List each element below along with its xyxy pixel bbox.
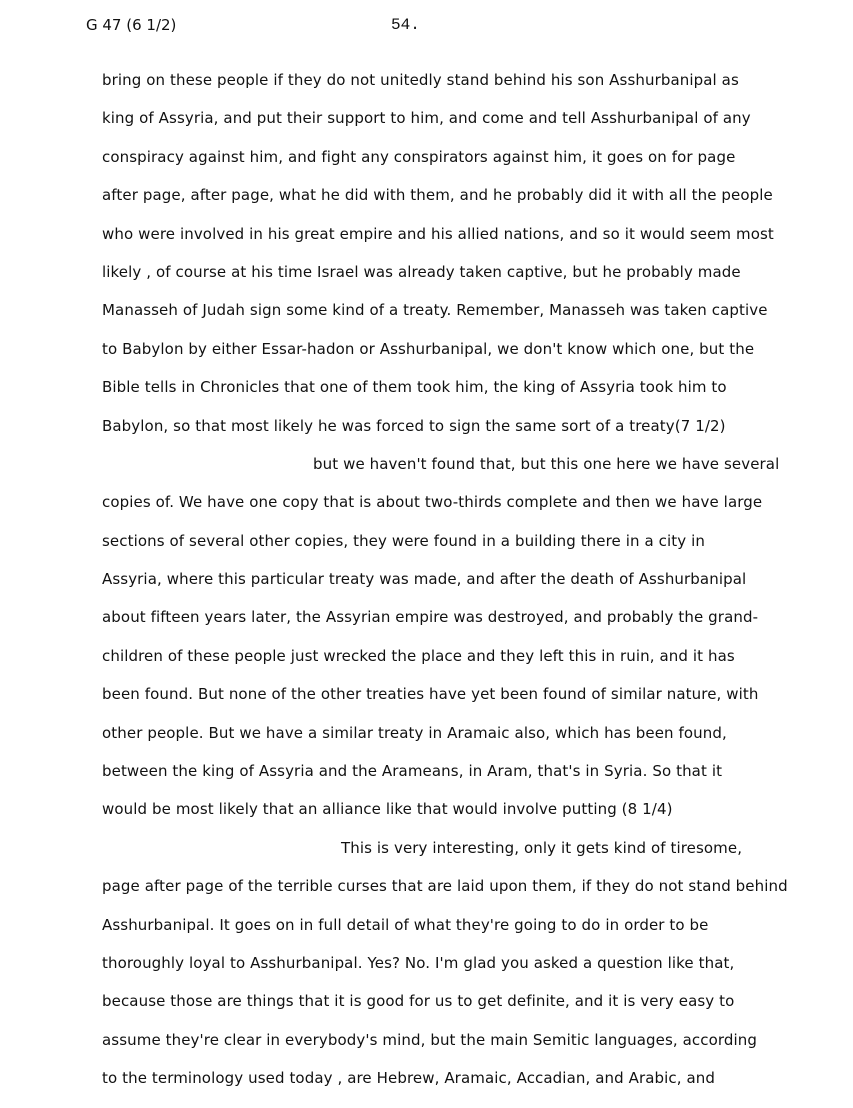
- text-line: Manasseh of Judah sign some kind of a treaty. Remember, Manasseh was taken captive: [102, 301, 768, 320]
- text-line: thoroughly loyal to Asshurbanipal. Yes? No. I'm glad you asked a question like that,: [102, 953, 735, 972]
- text-line: who were involved in his great empire and his allied nations, and so it would seem most: [102, 224, 774, 243]
- document-code: G 47 (6 1/2): [86, 16, 177, 34]
- text-line-indented: but we haven't found that, but this one here we have several: [313, 454, 780, 473]
- text-line: page after page of the terrible curses that are laid upon them, if they do not stand behind: [102, 877, 788, 896]
- text-line: been found. But none of the other treaties have yet been found of similar nature, with: [102, 685, 759, 704]
- text-line: Babylon, so that most likely he was forced to sign the same sort of a treaty(7 1/2): [102, 416, 726, 435]
- text-line: Bible tells in Chronicles that one of them took him, the king of Assyria took him to: [102, 378, 727, 397]
- text-line: conspiracy against him, and fight any conspirators against him, it goes on for page: [102, 147, 736, 166]
- text-line: bring on these people if they do not unitedly stand behind his son Asshurbanipal as: [102, 71, 739, 89]
- document-body: [102, 68, 847, 1105]
- text-line: other people. But we have a similar treaty in Aramaic also, which has been found,: [102, 723, 727, 742]
- text-line: between the king of Assyria and the Arameans, in Aram, that's in Syria. So that it: [102, 762, 723, 781]
- text-line: Assyria, where this particular treaty was made, and after the death of Asshurbanipal: [102, 570, 747, 589]
- text-line: copies of. We have one copy that is about two-thirds complete and then we have large: [102, 493, 763, 512]
- text-line: to Babylon by either Essar-hadon or Asshurbanipal, we don't know which one, but the: [102, 339, 755, 358]
- page-number: 54.: [391, 16, 420, 34]
- text-line: about fifteen years later, the Assyrian empire was destroyed, and probably the grand-: [102, 608, 759, 627]
- text-line: likely , of course at his time Israel was already taken captive, but he probably made: [102, 262, 741, 281]
- text-line: children of these people just wrecked the place and they left this in ruin, and it has: [102, 646, 735, 665]
- text-line: assume they're clear in everybody's mind, but the main Semitic languages, according: [102, 1030, 757, 1049]
- text-line: would be most likely that an alliance like that would involve putting (8 1/4): [102, 800, 673, 819]
- text-line: king of Assyria, and put their support to him, and come and tell Asshurbanipal of any: [102, 109, 751, 128]
- text-line: Asshurbanipal. It goes on in full detail of what they're going to do in order to be: [102, 915, 709, 934]
- text-line: sections of several other copies, they were found in a building there in a city in: [102, 531, 705, 550]
- text-line-indented: This is very interesting, only it gets kind of tiresome,: [341, 838, 743, 857]
- text-line: after page, after page, what he did with them, and he probably did it with all the people: [102, 186, 773, 205]
- text-line: because those are things that it is good for us to get definite, and it is very easy to: [102, 992, 735, 1011]
- text-line: to the terminology used today , are Hebrew, Aramaic, Accadian, and Arabic, and: [102, 1069, 715, 1088]
